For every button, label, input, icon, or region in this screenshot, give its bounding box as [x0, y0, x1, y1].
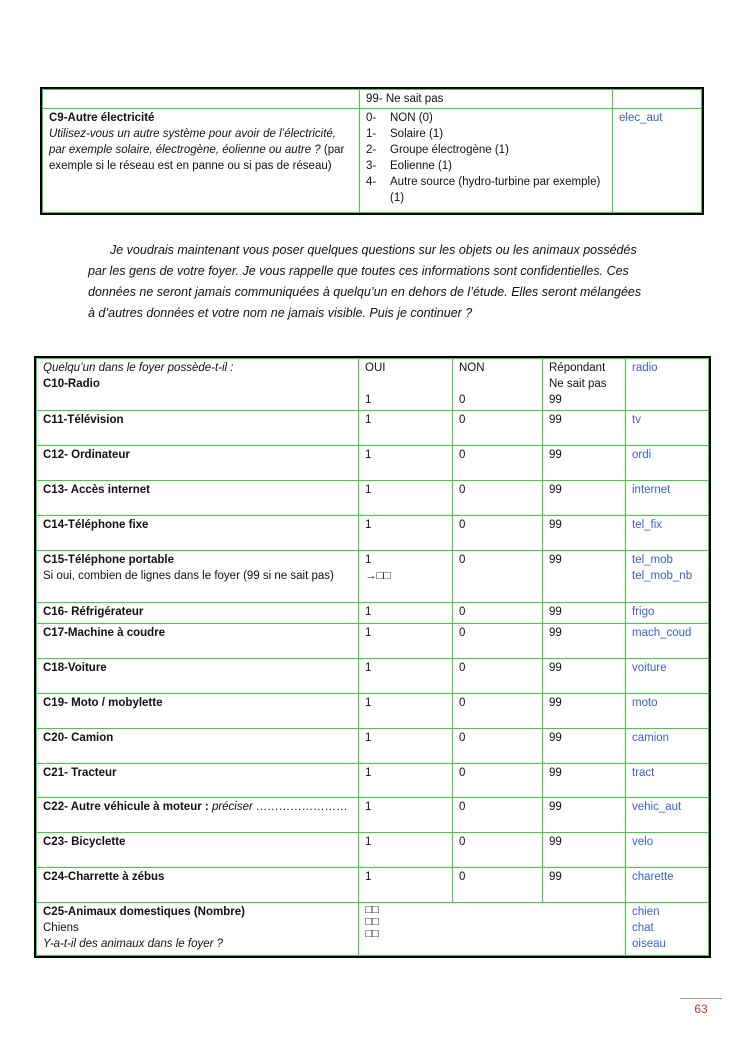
table-row [37, 764, 709, 798]
nsp-code: 99 [543, 764, 626, 798]
nsp-code: 99 [543, 603, 626, 624]
table-row [37, 446, 709, 481]
variable-name: vehic_aut [632, 801, 682, 813]
table-row [37, 694, 709, 729]
table-row [37, 481, 709, 516]
oui-code: 1 [365, 836, 372, 848]
variable-name: tract [632, 767, 655, 779]
option-number: 3- [366, 160, 377, 172]
question-title: C9-Autre électricité [49, 112, 155, 124]
option-item [366, 126, 606, 142]
variable-name: charette [632, 871, 674, 883]
option-item [366, 142, 606, 158]
non-code: 0 [453, 624, 543, 659]
non-code: 0 [459, 394, 466, 406]
question-note: (par exemple si le réseau est en panne ou si pas de réseau) [49, 144, 345, 172]
empty-cell [613, 90, 702, 109]
non-code: 0 [453, 729, 543, 764]
variable-name: elec_aut [613, 109, 702, 213]
non-code: 0 [453, 603, 543, 624]
oui-header: OUI [365, 362, 386, 374]
options-cell [360, 109, 613, 213]
nsp-code: 99 [543, 411, 626, 446]
table-row [37, 798, 709, 833]
non-code: 0 [453, 659, 543, 694]
item-label: C21- Tracteur [43, 767, 117, 779]
table-row [37, 359, 709, 411]
oui-code: 1 [365, 732, 372, 744]
oui-code: 1 [365, 414, 372, 426]
item-label: C19- Moto / mobylette [43, 697, 163, 709]
variable-name: mach_coud [632, 627, 692, 639]
nsp-code: 99 [543, 624, 626, 659]
item-label: C15-Téléphone portable [43, 554, 174, 566]
item-label: C16- Réfrigérateur [43, 606, 144, 618]
variable-name: oiseau [632, 938, 666, 950]
nsp-code: 99 [543, 833, 626, 868]
non-code: 0 [453, 516, 543, 551]
count-boxes[interactable]: →□□ [365, 570, 391, 582]
option-label: Autre source (hydro-turbine par exemple) (1) [390, 176, 601, 204]
item-label: C22- Autre véhicule à moteur : [43, 801, 212, 813]
item-label: C23- Bicyclette [43, 836, 126, 848]
non-code: 0 [453, 446, 543, 481]
answer-cell: 99- Ne sait pas [360, 90, 613, 109]
oui-code: 1 [365, 662, 372, 674]
item-subtext: Si oui, combien de lignes dans le foyer (99 si ne sait pas) [43, 570, 334, 582]
table-row [37, 411, 709, 446]
oui-code: 1 [365, 871, 372, 883]
item-label: C10-Radio [43, 378, 100, 390]
non-code: 0 [453, 798, 543, 833]
count-boxes[interactable]: □□ [365, 916, 379, 928]
option-label: Groupe électrogène (1) [390, 144, 509, 156]
table-row [37, 516, 709, 551]
item-label-hint: préciser …………………… [211, 801, 349, 813]
oui-code: 1 [365, 519, 372, 531]
variable-name: frigo [632, 606, 655, 618]
table-row [37, 729, 709, 764]
option-label: Solaire (1) [390, 128, 444, 140]
oui-code: 1 [365, 767, 372, 779]
question-cell [43, 109, 360, 213]
nsp-code: 99 [543, 729, 626, 764]
variable-name: radio [626, 359, 709, 411]
nsp-code: 99 [543, 694, 626, 729]
nsp-code: 99 [543, 446, 626, 481]
nsp-code: 99 [543, 516, 626, 551]
item-label: C24-Charrette à zébus [43, 871, 165, 883]
non-code: 0 [453, 694, 543, 729]
count-boxes[interactable]: □□ [365, 904, 379, 916]
variable-name: chat [632, 922, 654, 934]
variable-name: moto [632, 697, 658, 709]
count-boxes[interactable]: □□ [365, 928, 379, 940]
non-code: 0 [453, 481, 543, 516]
variable-name: chien [632, 906, 660, 918]
variable-name: internet [632, 484, 671, 496]
prompt: Quelqu’un dans le foyer possède-t-il : [43, 362, 234, 374]
variable-name: tel_fix [632, 519, 663, 531]
oui-code: 1 [365, 606, 372, 618]
item-label: C18-Voiture [43, 662, 107, 674]
electricity-table [42, 89, 702, 213]
item-label: C11-Télévision [43, 414, 124, 426]
variable-name: velo [632, 836, 654, 848]
non-header: NON [459, 362, 485, 374]
oui-code: 1 [365, 554, 372, 566]
non-code: 0 [453, 551, 543, 603]
possessions-table [36, 358, 709, 956]
option-label: Eolienne (1) [390, 160, 453, 172]
oui-code: 1 [365, 627, 372, 639]
option-item [366, 110, 606, 126]
nsp-code: 99 [543, 551, 626, 603]
oui-code: 1 [365, 484, 372, 496]
variable-name: tv [632, 414, 641, 426]
variable-name: voiture [632, 662, 667, 674]
item-label: C14-Téléphone fixe [43, 519, 149, 531]
table-row [37, 833, 709, 868]
nsp-code: 99 [543, 481, 626, 516]
nsp-code: 99 [543, 659, 626, 694]
page-number: 63 [680, 998, 722, 1016]
table-row [37, 551, 709, 603]
nsp-code: 99 [543, 798, 626, 833]
option-number: 0- [366, 112, 377, 124]
item-label: C25-Animaux domestiques (Nombre) [43, 906, 245, 918]
animals-row [37, 903, 709, 956]
question-text: Utilisez-vous un autre système pour avoir de l’électricité, par exemple solaire, électrogène, éolienne ou autre ? [49, 128, 336, 156]
variable-name: camion [632, 732, 670, 744]
oui-code: 1 [365, 394, 372, 406]
nsp-code: 99 [543, 868, 626, 903]
non-code: 0 [453, 833, 543, 868]
variable-name: tel_mob [632, 554, 673, 566]
table-row [37, 624, 709, 659]
table-row [37, 603, 709, 624]
option-label: NON (0) [390, 112, 433, 124]
oui-code: 1 [365, 801, 372, 813]
option-item [366, 158, 606, 174]
oui-code: 1 [365, 449, 372, 461]
item-label: C13- Accès internet [43, 484, 150, 496]
option-number: 4- [366, 176, 377, 188]
table-row [37, 868, 709, 903]
option-number: 2- [366, 144, 377, 156]
table-row [37, 659, 709, 694]
non-code: 0 [453, 868, 543, 903]
non-code: 0 [453, 764, 543, 798]
nsp-code: 99 [549, 394, 562, 406]
item-question: Y-a-t-il des animaux dans le foyer ? [43, 938, 224, 950]
variable-name: ordi [632, 449, 652, 461]
option-number: 1- [366, 128, 377, 140]
item-label: C17-Machine à coudre [43, 627, 166, 639]
intro-paragraph [88, 240, 644, 324]
item-label: C20- Camion [43, 732, 114, 744]
item-label: C12- Ordinateur [43, 449, 130, 461]
non-code: 0 [453, 411, 543, 446]
option-item [366, 174, 606, 206]
variable-name: tel_mob_nb [632, 570, 693, 582]
empty-cell [43, 90, 360, 109]
intro-text: Je voudrais maintenant vous poser quelques questions sur les objets ou les animaux possédés par les gens de votre foyer. Je vous rappelle que toutes ces informations sont confidentielles. Ces données ne seront jamais communiquées à quelqu’un en dehors de l’étude. Elles seront mélangées à d’autres données et votre nom ne jamais visible. Puis je continuer ? [88, 243, 642, 320]
nsp-header: Répondant Ne sait pas [549, 362, 607, 390]
item-subtext: Chiens [43, 922, 79, 934]
oui-code: 1 [365, 697, 372, 709]
